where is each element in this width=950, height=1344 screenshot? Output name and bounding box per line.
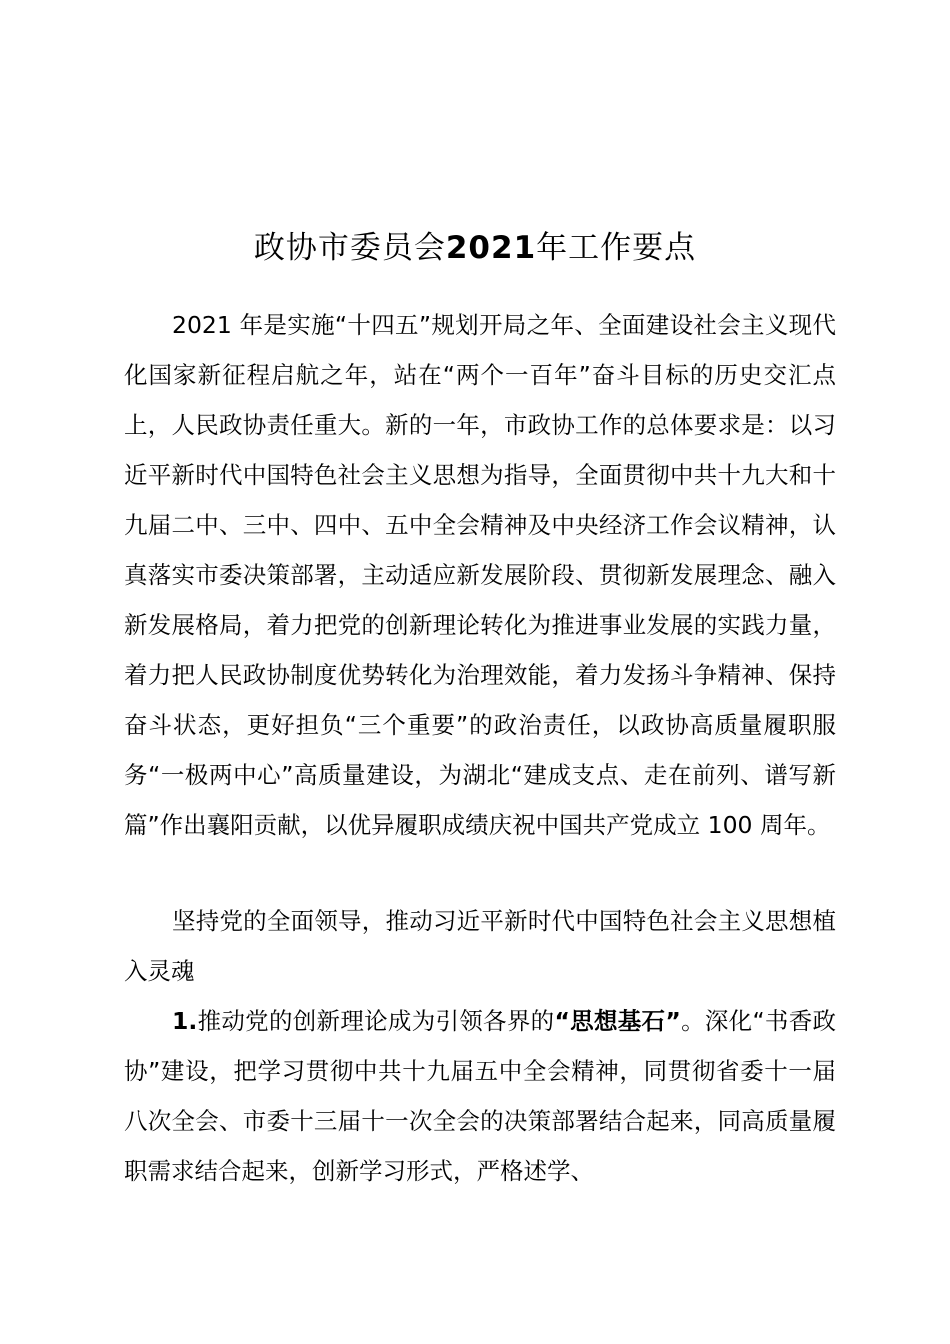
- item-1-body: 。深化“书香政协”建设，把学习贯彻中共十九届五中全会精神，同贯彻省委十一届八次全会、市委十三届十一次全会的决策部署结合起来，同高质量履职需求结合起来，创新学习形式，严格述学、: [124, 1007, 836, 1185]
- section-heading: 坚持党的全面领导，推动习近平新时代中国特色社会主义思想植入灵魂: [124, 907, 836, 985]
- item-1-quote: “思想基石”: [554, 1007, 681, 1035]
- item-1-number: 1.: [172, 1007, 198, 1035]
- item-1-paragraph: [124, 996, 836, 1196]
- title-prefix: 政协市委员会: [253, 230, 446, 266]
- document-title: [0, 226, 950, 270]
- item-1-lead: 推动党的创新理论成为引领各界的: [197, 1007, 555, 1035]
- title-suffix: 年工作要点: [536, 230, 697, 266]
- intro-paragraph: 2021 年是实施“十四五”规划开局之年、全面建设社会主义现代化国家新征程启航之年，站在“两个一百年”奋斗目标的历史交汇点上，人民政协责任重大。新的一年，市政协工作的总体要求是：以习近平新时代中国特色社会主义思想为指导，全面贯彻中共十九大和十九届二中、三中、四中、五中全会精神及中央经济工作会议精神，认真落实市委决策部署，主动适应新发展阶段、贯彻新发展理念、融入新发展格局，着力把党的创新理论转化为推进事业发展的实践力量，着力把人民政协制度优势转化为治理效能，着力发扬斗争精神、保持奋斗状态，更好担负“三个重要”的政治责任，以政协高质量履职服务“一极两中心”高质量建设，为湖北“建成支点、走在前列、谱写新篇”作出襄阳贡献，以优异履职成绩庆祝中国共产党成立 100 周年。: [124, 311, 836, 839]
- title-year: 2021: [445, 230, 537, 266]
